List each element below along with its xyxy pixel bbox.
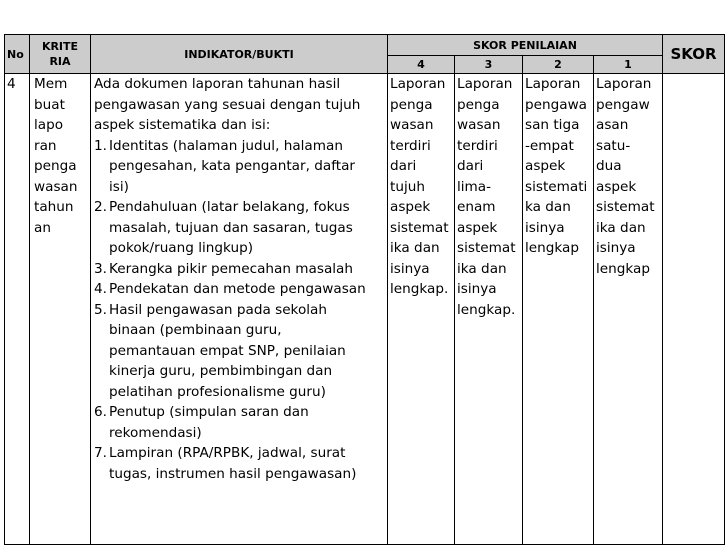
table-row xyxy=(5,74,725,545)
header-skor: SKOR xyxy=(663,35,725,74)
item-text: Pendekatan dan metode pengawasan xyxy=(109,281,366,297)
header-level-1: 1 xyxy=(594,56,663,74)
header-kriteria: KRITE RIA xyxy=(30,35,91,74)
item-text: Hasil pengawasan pada sekolah binaan (pembinaan guru, pemantauan empat SNP, penilaian kinerja guru, pembimbingan dan pelatihan profesionalisme guru) xyxy=(109,301,346,400)
item-text: Identitas (halaman judul, halaman pengesahan, kata pengantar, daftar isi) xyxy=(109,137,355,195)
item-text: Penutup (simpulan saran dan rekomendasi) xyxy=(109,404,309,441)
list-item xyxy=(94,443,387,484)
rubric-table xyxy=(4,34,725,545)
header-level-3: 3 xyxy=(455,56,523,74)
item-text: Lampiran (RPA/RPBK, jadwal, surat tugas, instrumen hasil pengawasan) xyxy=(109,445,357,482)
cell-kriteria: Mem buat lapo ran penga wasan tahun an xyxy=(30,74,91,545)
header-row-1 xyxy=(5,35,725,56)
cell-indikator xyxy=(91,74,388,545)
item-number: 5. xyxy=(94,301,107,318)
cell-score-2: Laporan pengawa san tiga -empat aspek sistemati ka dan isinya lengkap xyxy=(523,74,594,545)
header-indikator: INDIKATOR/BUKTI xyxy=(91,35,388,74)
header-no: No xyxy=(5,35,30,74)
item-text: Kerangka pikir pemecahan masalah xyxy=(109,260,354,277)
header-level-2: 2 xyxy=(523,56,594,74)
indikator-intro: Ada dokumen laporan tahunan hasil pengawasan yang sesuai dengan tujuh aspek sistematika dan isi: xyxy=(94,76,361,133)
list-item xyxy=(94,402,387,443)
indikator-list xyxy=(94,136,387,485)
cell-no: 4 xyxy=(5,74,30,545)
list-item xyxy=(94,279,387,300)
cell-score-4: Laporan penga wasan terdiri dari tujuh aspek sistemat ika dan isinya lengkap. xyxy=(388,74,455,545)
list-item xyxy=(94,136,387,198)
header-skor-penilaian: SKOR PENILAIAN xyxy=(388,35,663,56)
list-item xyxy=(94,197,387,259)
item-number: 7. xyxy=(94,445,107,461)
cell-skor xyxy=(663,74,725,545)
item-number: 1. xyxy=(94,137,107,154)
item-number: 3. xyxy=(94,260,107,277)
item-number: 2. xyxy=(94,199,107,215)
item-number: 4. xyxy=(94,281,107,297)
cell-score-1: Laporan pengaw asan satu- dua aspek sistemat ika dan isinya lengkap xyxy=(594,74,663,545)
header-level-4: 4 xyxy=(388,56,455,74)
item-number: 6. xyxy=(94,404,107,420)
cell-score-3: Laporan penga wasan terdiri dari lima- enam aspek sistemat ika dan isinya lengkap. xyxy=(455,74,523,545)
item-text: Pendahuluan (latar belakang, fokus masalah, tujuan dan sasaran, tugas pokok/ruang lingkup) xyxy=(109,199,353,256)
list-item xyxy=(94,300,387,403)
list-item xyxy=(94,259,387,280)
